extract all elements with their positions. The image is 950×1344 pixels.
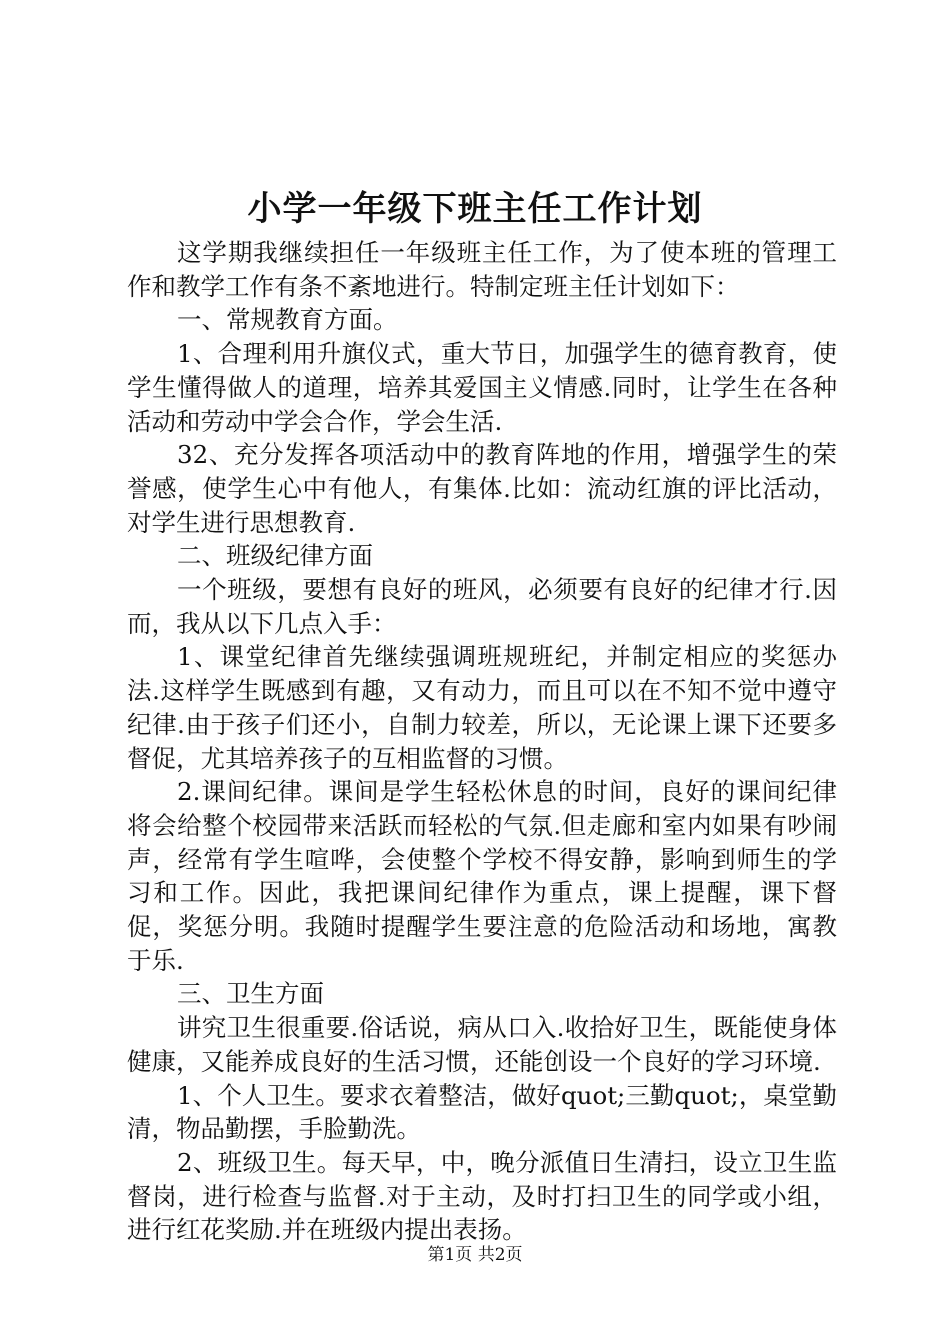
paragraph-routine-1: 1、合理利用升旗仪式，重大节日，加强学生的德育教育，使学生懂得做人的道理，培养其爱国主义情感.同时，让学生在各种活动和劳动中学会合作，学会生活. xyxy=(127,339,837,436)
document-title: 小学一年级下班主任工作计划 xyxy=(247,189,703,229)
heading-class-discipline: 二、班级纪律方面 xyxy=(177,541,373,571)
paragraph-discipline-intro: 一个班级，要想有良好的班风，必须要有良好的纪律才行.因而，我从以下几点入手： xyxy=(127,575,837,638)
paragraph-discipline-2: 2.课间纪律。课间是学生轻松休息的时间，良好的课间纪律将会给整个校园带来活跃而轻松的气氛.但走廊和室内如果有吵闹声，经常有学生喧哗，会使整个学校不得安静，影响到师生的学习和工作。因此，我把课间纪律作为重点，课上提醒，课下督促，奖惩分明。我随时提醒学生要注意的危险活动和场地，寓教于乐. xyxy=(127,777,837,975)
heading-routine-education: 一、常规教育方面。 xyxy=(177,305,398,335)
paragraph-intro: 这学期我继续担任一年级班主任工作，为了使本班的管理工作和教学工作有条不紊地进行。特制定班主任计划如下： xyxy=(127,238,837,301)
document-body xyxy=(127,236,837,1247)
paragraph-hygiene-1: 1、个人卫生。要求衣着整洁，做好quot;三勤quot;，桌堂勤清，物品勤摆，手脸勤洗。 xyxy=(127,1080,837,1144)
paragraph-hygiene-intro: 讲究卫生很重要.俗话说，病从口入.收拾好卫生，既能使身体健康，又能养成良好的生活习惯，还能创设一个良好的学习环境. xyxy=(127,1013,837,1076)
heading-hygiene: 三、卫生方面 xyxy=(177,979,324,1009)
paragraph-hygiene-2: 2、班级卫生。每天早，中，晚分派值日生清扫，设立卫生监督岗，进行检查与监督.对于主动，及时打扫卫生的同学或小组，进行红花奖励.并在班级内提出表扬。 xyxy=(127,1147,837,1245)
paragraph-routine-2: 32、充分发挥各项活动中的教育阵地的作用，增强学生的荣誉感，使学生心中有他人，有集体.比如：流动红旗的评比活动，对学生进行思想教育. xyxy=(127,440,837,537)
page-footer: 第1页 共2页 xyxy=(427,1245,523,1265)
paragraph-discipline-1: 1、课堂纪律首先继续强调班规班纪，并制定相应的奖惩办法.这样学生既感到有趣，又有动力，而且可以在不知不觉中遵守纪律.由于孩子们还小，自制力较差，所以，无论课上课下还要多督促，尤其培养孩子的互相监督的习惯。 xyxy=(127,642,837,773)
